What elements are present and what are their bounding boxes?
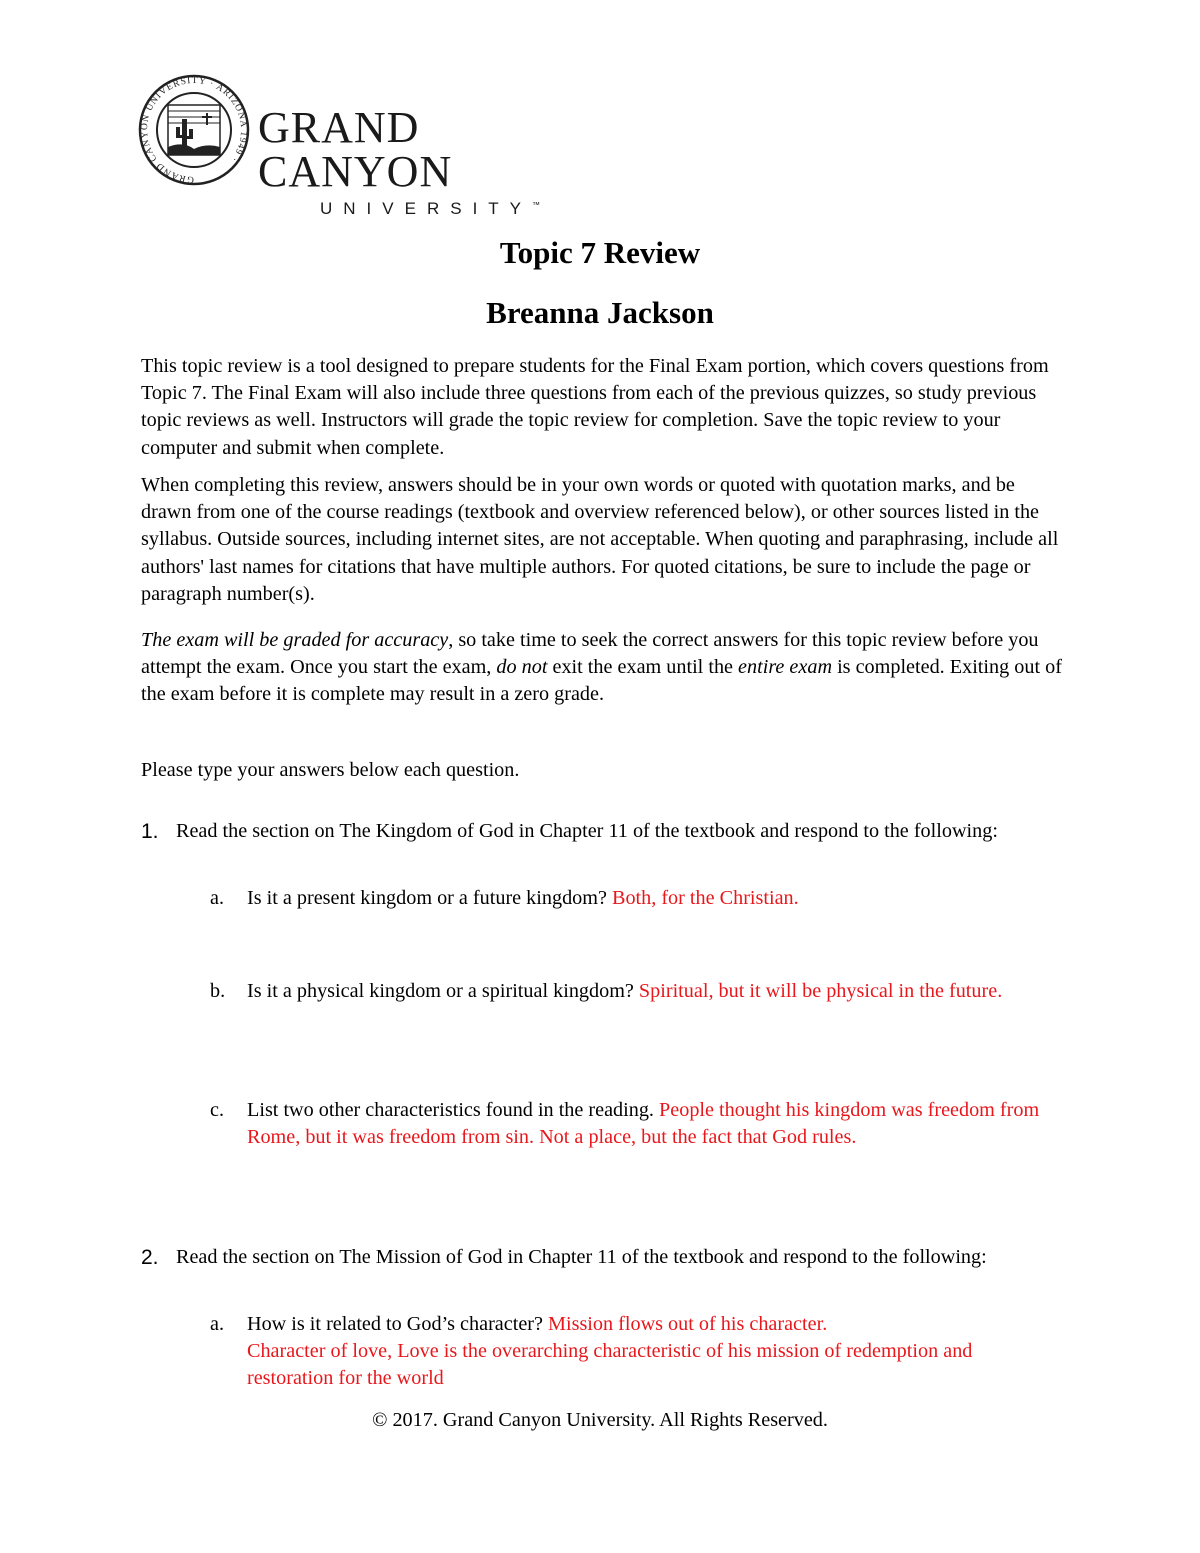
- sub-question-text: List two other characteristics found in the reading.: [247, 1099, 660, 1121]
- university-logo: [138, 73, 618, 218]
- sub-question-letter: b.: [210, 980, 226, 1002]
- sub-question-text: Is it a present kingdom or a future kingdom?: [247, 887, 612, 909]
- citation-paragraph: When completing this review, answers should be in your own words or quoted with quotation marks, and be drawn from one of the course readings (textbook and overview referenced below), or other sources listed in the syllabus. Outside sources, including internet sites, are not acceptable. When quoting and paraphrasing, include all authors' last names for citations that have multiple authors. For quoted citations, be sure to include the page or paragraph number(s).: [141, 474, 1059, 605]
- exam-note-emphasis-3: entire exam: [738, 656, 833, 679]
- intro-paragraph: This topic review is a tool designed to prepare students for the Final Exam portion, which covers questions from Topic 7. The Final Exam will also include three questions from each of the previous quizzes, so study previous topic reviews as well. Instructors will grade the topic review for completion. Save the topic review to your computer and submit when complete.: [141, 355, 1049, 459]
- answer-text-continued: Character of love, Love is the overarching characteristic of his mission of redemption and restoration for the world: [247, 1340, 973, 1390]
- wordmark-line-2: UNIVERSITY: [320, 199, 533, 218]
- answer-text: People thought his kingdom was freedom from Rome, but it was freedom from sin. Not a place, but the fact that God rules.: [247, 1099, 1040, 1149]
- answer-text: Mission flows out of his character.: [548, 1313, 828, 1335]
- seal-text: GRAND CANYON UNIVERSITY · ARIZONA 1949 ·: [139, 75, 249, 185]
- answer-text: Both, for the Christian.: [611, 887, 799, 909]
- sub-question-letter: a.: [210, 1313, 225, 1335]
- trademark-symbol: ™: [532, 200, 541, 210]
- question-text: Read the section on The Mission of God in Chapter 11 of the textbook and respond to the following:: [176, 1246, 987, 1268]
- sub-question-letter: c.: [210, 1099, 225, 1121]
- copyright-footer: © 2017. Grand Canyon University. All Rights Reserved.: [372, 1409, 828, 1431]
- question-text: Read the section on The Kingdom of God in Chapter 11 of the textbook and respond to the following:: [176, 820, 998, 842]
- question-number: 1.: [141, 820, 159, 843]
- document-title: Topic 7 Review: [499, 235, 701, 270]
- answer-text: Spiritual, but it will be physical in the future.: [638, 980, 1003, 1002]
- sub-question-text: How is it related to God’s character?: [247, 1313, 549, 1335]
- sub-question-letter: a.: [210, 887, 225, 909]
- question-number: 2.: [141, 1246, 159, 1269]
- instruction-line: Please type your answers below each question.: [141, 759, 520, 781]
- author-name: Breanna Jackson: [486, 295, 714, 330]
- exam-note-emphasis-2: do not: [496, 656, 548, 679]
- university-seal-icon: [138, 73, 250, 189]
- wordmark-line-1: GRAND CANYON: [258, 103, 453, 196]
- sub-question-text: Is it a physical kingdom or a spiritual kingdom?: [247, 980, 639, 1002]
- exam-note-emphasis-1: The exam will be graded for accuracy: [141, 629, 449, 651]
- exam-note-paragraph: The exam will be graded for accuracy, so take time to seek the correct answers for this topic review before you attempt the exam. Once you start the exam, do not exit the exam until the entire exam is completed. Exiting out of the exam before it is complete may result in a zero grade.: [141, 629, 1062, 706]
